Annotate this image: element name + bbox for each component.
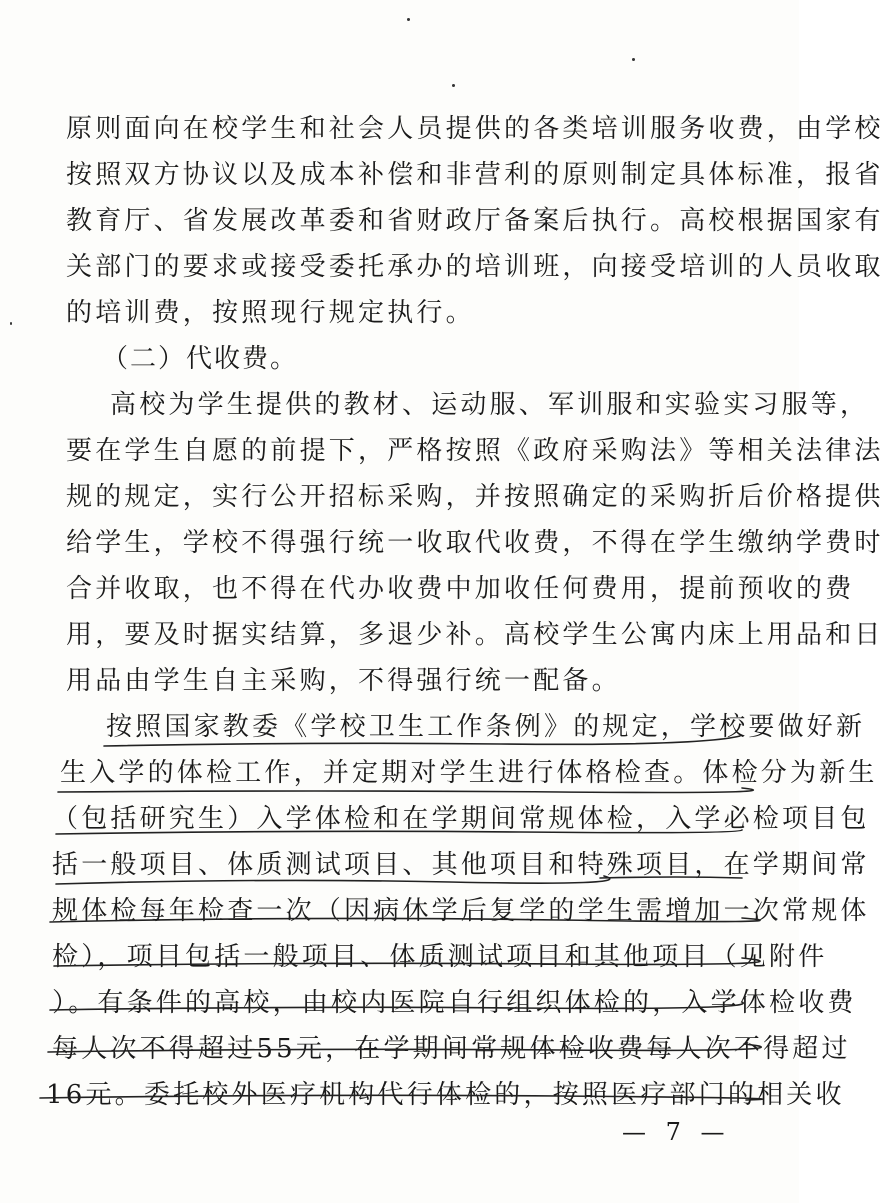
paragraph-3-line-5: 规体检每年检查一次（因病休学后复学的学生需增加一次常规体: [52, 896, 870, 926]
paragraph-1-line-2: 按照双方协议以及成本补偿和非营利的原则制定具体标准，报省: [66, 160, 884, 190]
paragraph-2-line-4: 给学生，学校不得强行统一收取代收费，不得在学生缴纳学费时: [66, 528, 884, 558]
paragraph-1-line-3: 教育厅、省发展改革委和省财政厅备案后执行。高校根据国家有: [66, 206, 884, 236]
scan-speck: [452, 84, 455, 87]
paragraph-2-line-5: 合并收取，也不得在代办收费中加收任何费用，提前预收的费: [66, 574, 855, 604]
paragraph-3-line-4: 括一般项目、体质测试项目、其他项目和特殊项目，在学期间常: [52, 850, 870, 880]
paragraph-1-line-4: 关部门的要求或接受委托承办的培训班，向接受培训的人员收取: [66, 252, 884, 282]
paragraph-2-line-3: 规的规定，实行公开招标采购，并按照确定的采购折后价格提供: [66, 482, 884, 512]
paragraph-3-line-3: （包括研究生）入学体检和在学期间常规体检，入学必检项目包: [52, 804, 870, 834]
paragraph-3-line-2: 生入学的体检工作，并定期对学生进行体格检查。体检分为新生: [60, 758, 878, 788]
paragraph-3-line-9: 16元。委托校外医疗机构代行体检的，按照医疗部门的相关收: [46, 1080, 845, 1110]
paragraph-2-line-6: 用，要及时据实结算，多退少补。高校学生公寓内床上用品和日: [66, 620, 884, 650]
paragraph-1-line-5: 的培训费，按照现行规定执行。: [66, 298, 475, 328]
scan-speck: [407, 18, 410, 21]
paragraph-2-line-2: 要在学生自愿的前提下，严格按照《政府采购法》等相关法律法: [66, 436, 884, 466]
paragraph-2-line-1: 高校为学生提供的教材、运动服、军训服和实验实习服等，: [110, 390, 870, 420]
paragraph-3-line-6: 检），项目包括一般项目、体质测试项目和其他项目（见附件: [52, 942, 828, 972]
paragraph-1-line-1: 原则面向在校学生和社会人员提供的各类培训服务收费，由学校: [66, 114, 884, 144]
scan-speck: [632, 58, 635, 61]
paragraph-3-line-8: 每人次不得超过55元，在学期间常规体检收费每人次不得超过: [52, 1034, 851, 1064]
paragraph-3-line-7: ）。有条件的高校，由校内医院自行组织体检的，入学体检收费: [52, 988, 857, 1018]
page-number: — 7 —: [622, 1118, 731, 1146]
paragraph-2-line-7: 用品由学生自主采购，不得强行统一配备。: [66, 666, 621, 696]
scan-speck: [10, 322, 12, 325]
paragraph-3-line-1: 按照国家教委《学校卫生工作条例》的规定，学校要做好新: [106, 712, 866, 742]
section-heading: （二）代收费。: [102, 344, 299, 374]
